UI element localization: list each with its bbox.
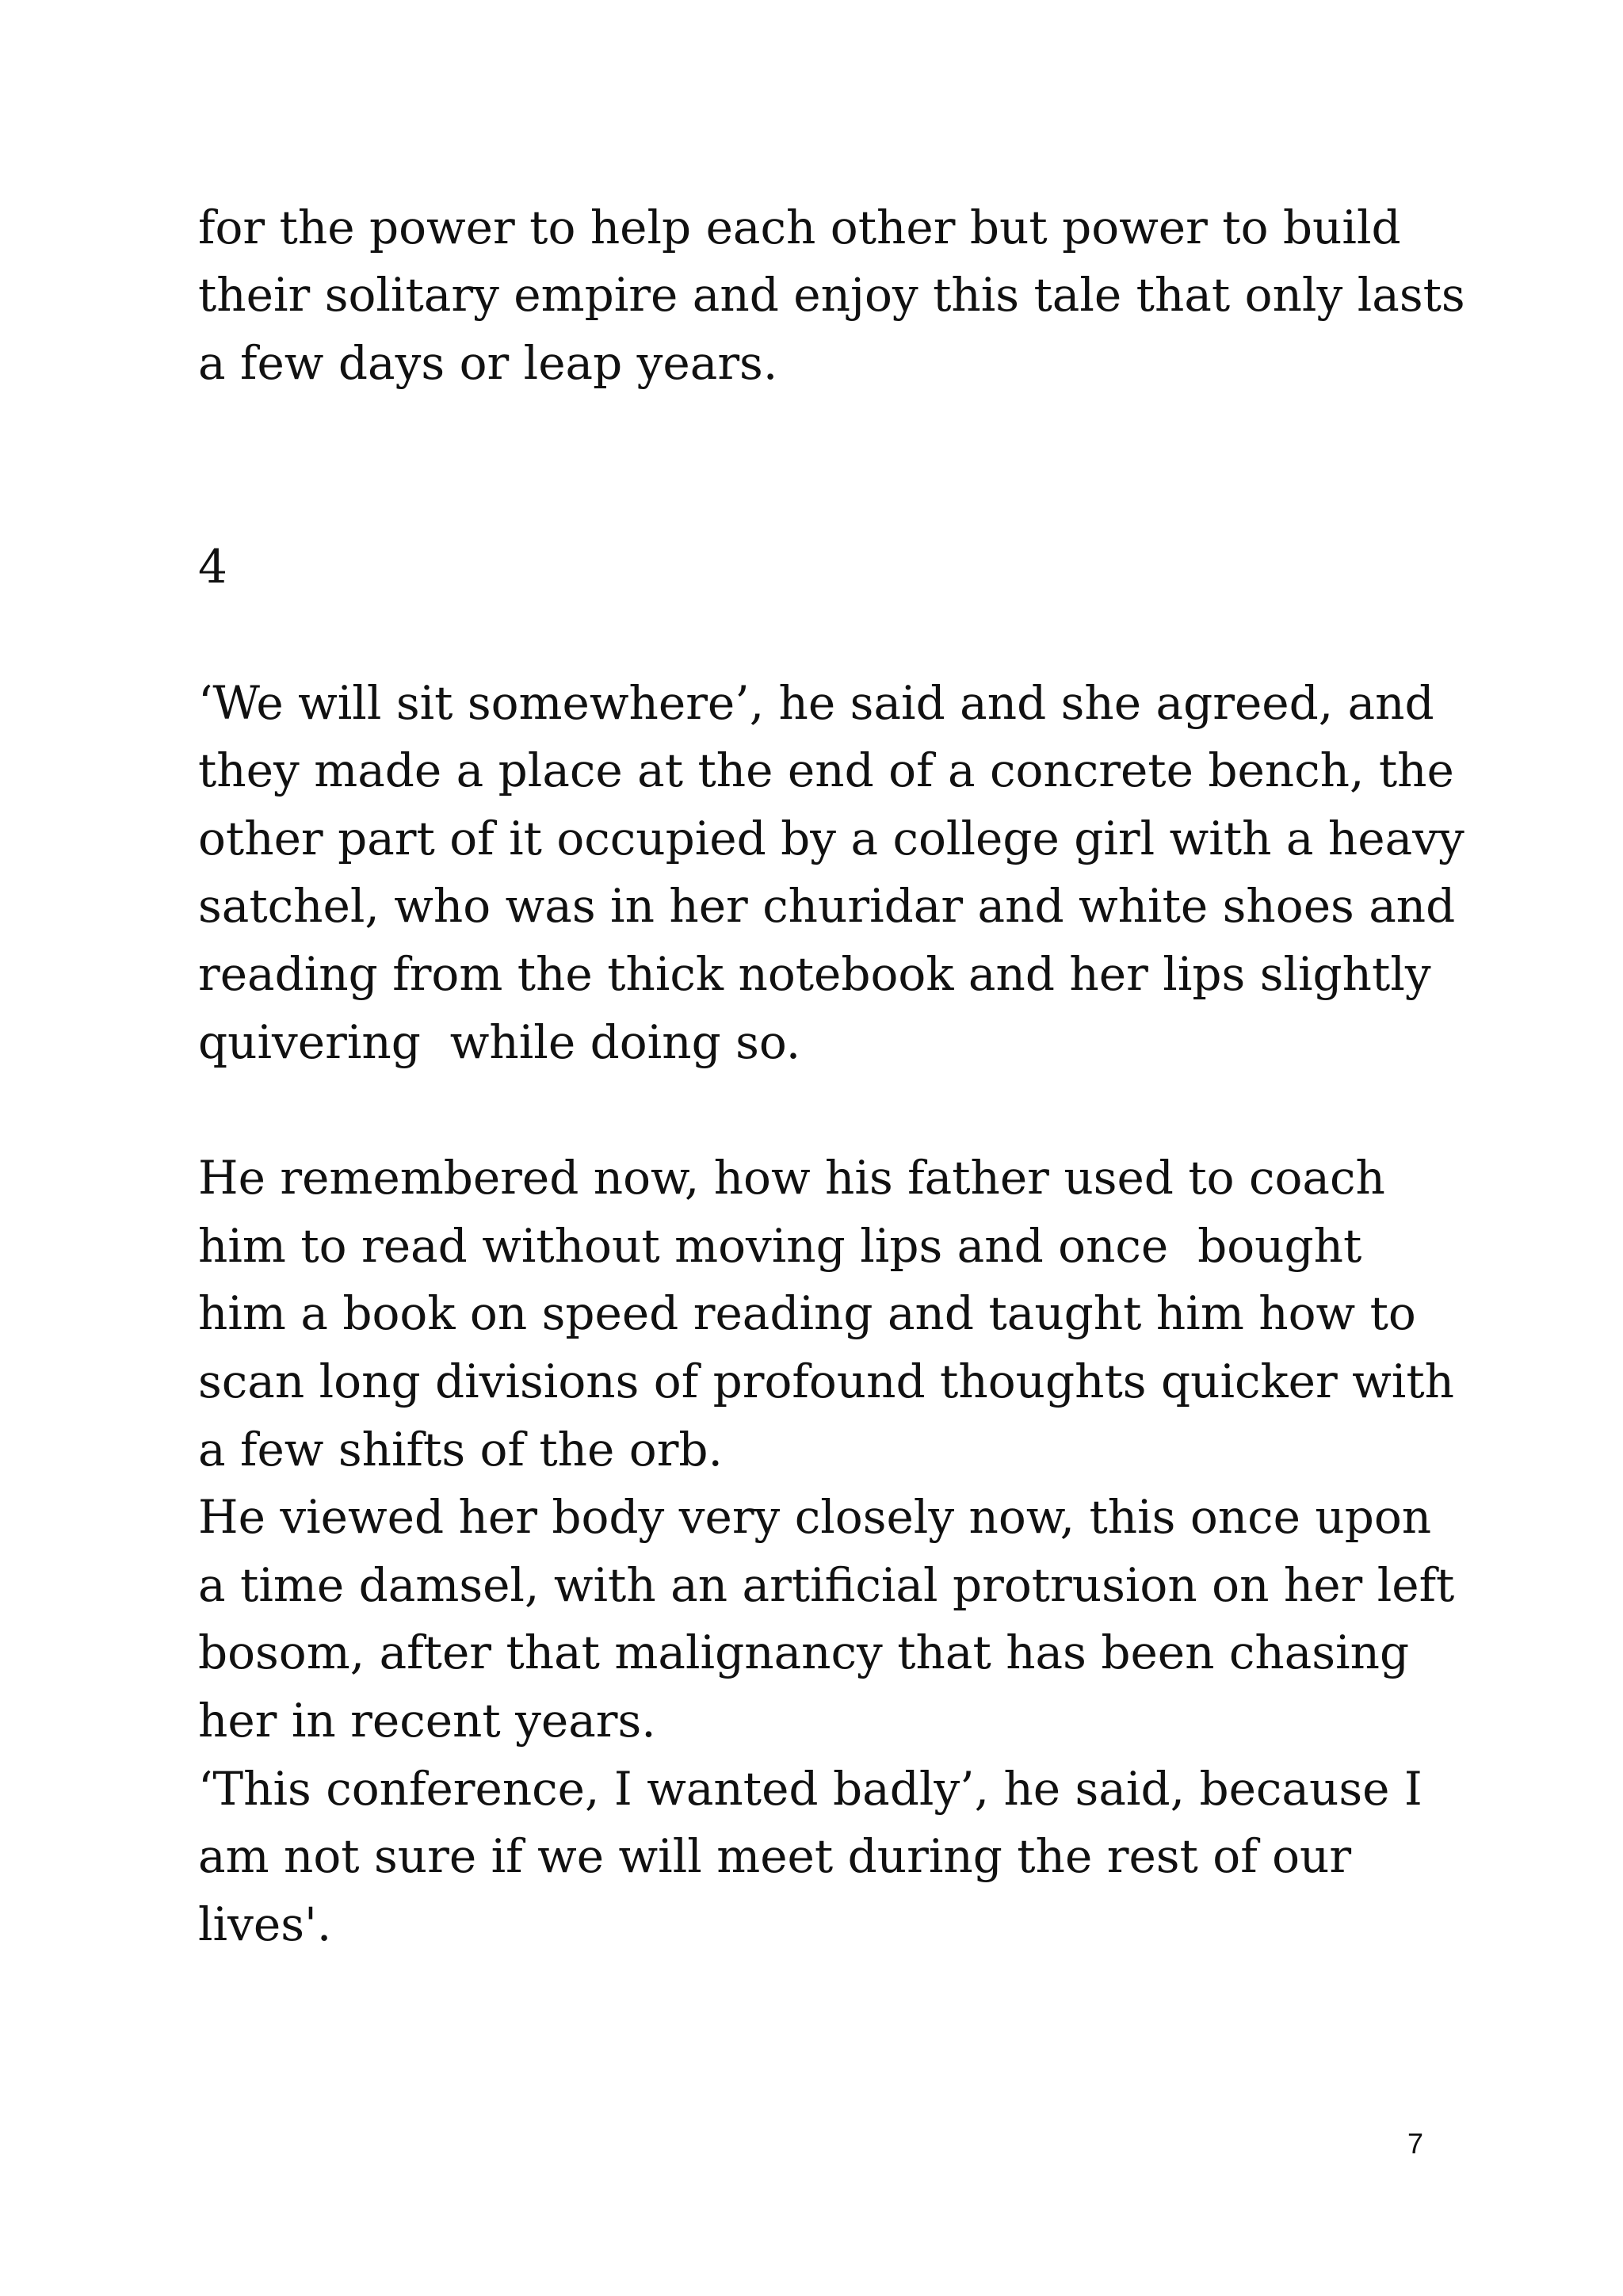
page-number: 7 (1407, 2127, 1424, 2160)
text-line: they made a place at the end of a concrete bench, the (198, 743, 1454, 797)
section-number: 4 (198, 540, 227, 594)
text-line: their solitary empire and enjoy this tale that only lasts (198, 268, 1465, 322)
text-line: quivering while doing so. (198, 1015, 801, 1069)
text-line: ‘We will sit somewhere’, he said and she agreed, and (198, 676, 1434, 730)
text-line: He remembered now, how his father used to coach (198, 1151, 1385, 1205)
text-line: reading from the thick notebook and her lips slightly (198, 947, 1431, 1001)
text-line: a time damsel, with an artificial protrusion on her left (198, 1558, 1455, 1612)
text-line: a few shifts of the orb. (198, 1423, 723, 1477)
text-line: am not sure if we will meet during the rest of our (198, 1829, 1352, 1883)
text-line: her in recent years. (198, 1694, 656, 1748)
text-line: ‘This conference, I wanted badly’, he said, because I (198, 1762, 1423, 1816)
text-line: lives'. (198, 1897, 332, 1951)
text-line: scan long divisions of profound thoughts quicker with (198, 1354, 1454, 1408)
text-line: him to read without moving lips and once bought (198, 1219, 1362, 1273)
text-line: satchel, who was in her churidar and white shoes and (198, 879, 1456, 933)
text-line: a few days or leap years. (198, 336, 778, 390)
text-line: bosom, after that malignancy that has been chasing (198, 1626, 1410, 1679)
text-line: other part of it occupied by a college girl with a heavy (198, 812, 1465, 865)
text-line: him a book on speed reading and taught him how to (198, 1286, 1416, 1340)
text-line: He viewed her body very closely now, this once upon (198, 1490, 1432, 1544)
text-line: for the power to help each other but power to build (198, 201, 1401, 254)
